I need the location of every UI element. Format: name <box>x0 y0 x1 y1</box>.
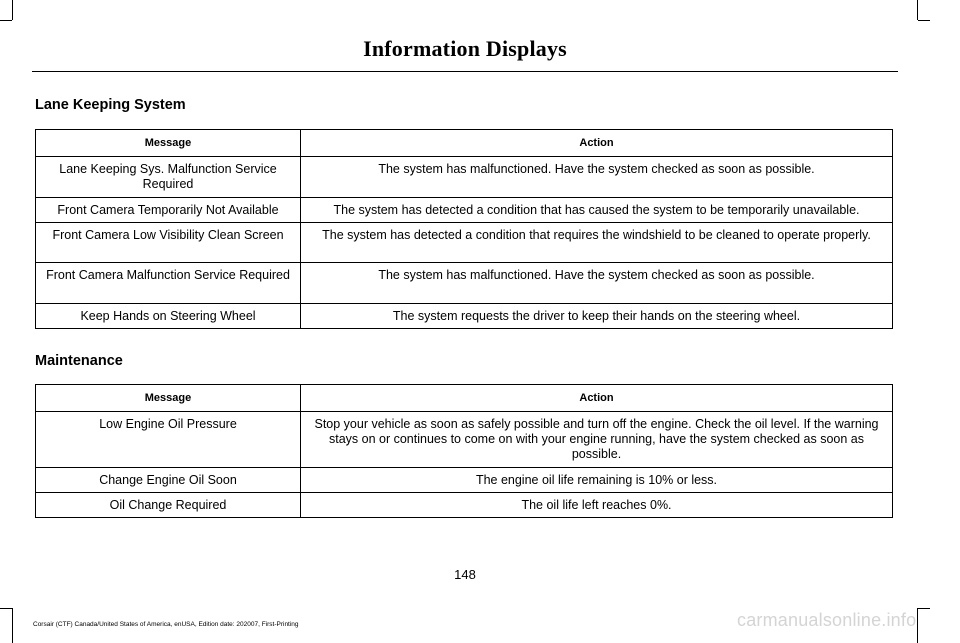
message-cell: Low Engine Oil Pressure <box>36 412 301 468</box>
message-cell: Change Engine Oil Soon <box>36 468 301 493</box>
maintenance-table <box>35 384 893 518</box>
table-row <box>36 198 893 223</box>
table-row <box>36 493 893 518</box>
footer-edition-info: Corsair (CTF) Canada/United States of America, enUSA, Edition date: 202007, First-Printing <box>33 621 299 628</box>
section-heading-lane-keeping: Lane Keeping System <box>35 97 186 113</box>
column-header-action: Action <box>301 130 893 157</box>
crop-mark-top-right-h <box>918 20 930 21</box>
page-title: Information Displays <box>363 36 567 61</box>
table-row <box>36 304 893 329</box>
crop-mark-bottom-left-v <box>12 608 13 643</box>
table-header-row <box>36 130 893 157</box>
message-cell: Lane Keeping Sys. Malfunction Service Required <box>36 157 301 198</box>
action-cell: The system has detected a condition that has caused the system to be temporarily unavailable. <box>301 198 893 223</box>
table-header-row <box>36 385 893 412</box>
message-cell: Front Camera Malfunction Service Required <box>36 263 301 304</box>
crop-mark-top-right-v <box>917 0 918 20</box>
message-cell: Front Camera Temporarily Not Available <box>36 198 301 223</box>
action-cell: The system has malfunctioned. Have the system checked as soon as possible. <box>301 263 893 304</box>
action-cell: Stop your vehicle as soon as safely possible and turn off the engine. Check the oil level. If the warning stays on or continues to come on with your engine running, have the system checked as soon as possible. <box>301 412 893 468</box>
action-cell: The system has detected a condition that requires the windshield to be cleaned to operate properly. <box>301 223 893 263</box>
table-row <box>36 157 893 198</box>
action-cell: The system has malfunctioned. Have the system checked as soon as possible. <box>301 157 893 198</box>
column-header-message: Message <box>36 385 301 412</box>
table-row <box>36 223 893 263</box>
action-cell: The engine oil life remaining is 10% or less. <box>301 468 893 493</box>
title-rule <box>32 71 898 72</box>
crop-mark-bottom-left-h <box>0 608 12 609</box>
section-heading-maintenance: Maintenance <box>35 353 123 369</box>
message-cell: Front Camera Low Visibility Clean Screen <box>36 223 301 263</box>
crop-mark-top-left-v <box>12 0 13 20</box>
table-row <box>36 263 893 304</box>
lane-keeping-table <box>35 129 893 329</box>
message-cell: Keep Hands on Steering Wheel <box>36 304 301 329</box>
page-number: 148 <box>454 567 476 582</box>
table-row <box>36 412 893 468</box>
crop-mark-top-left-h <box>0 20 12 21</box>
column-header-action: Action <box>301 385 893 412</box>
crop-mark-bottom-right-v <box>917 608 918 643</box>
watermark: carmanualsonline.info <box>737 610 917 630</box>
action-cell: The system requests the driver to keep their hands on the steering wheel. <box>301 304 893 329</box>
action-cell: The oil life left reaches 0%. <box>301 493 893 518</box>
message-cell: Oil Change Required <box>36 493 301 518</box>
table-row <box>36 468 893 493</box>
crop-mark-bottom-right-h <box>918 608 930 609</box>
column-header-message: Message <box>36 130 301 157</box>
